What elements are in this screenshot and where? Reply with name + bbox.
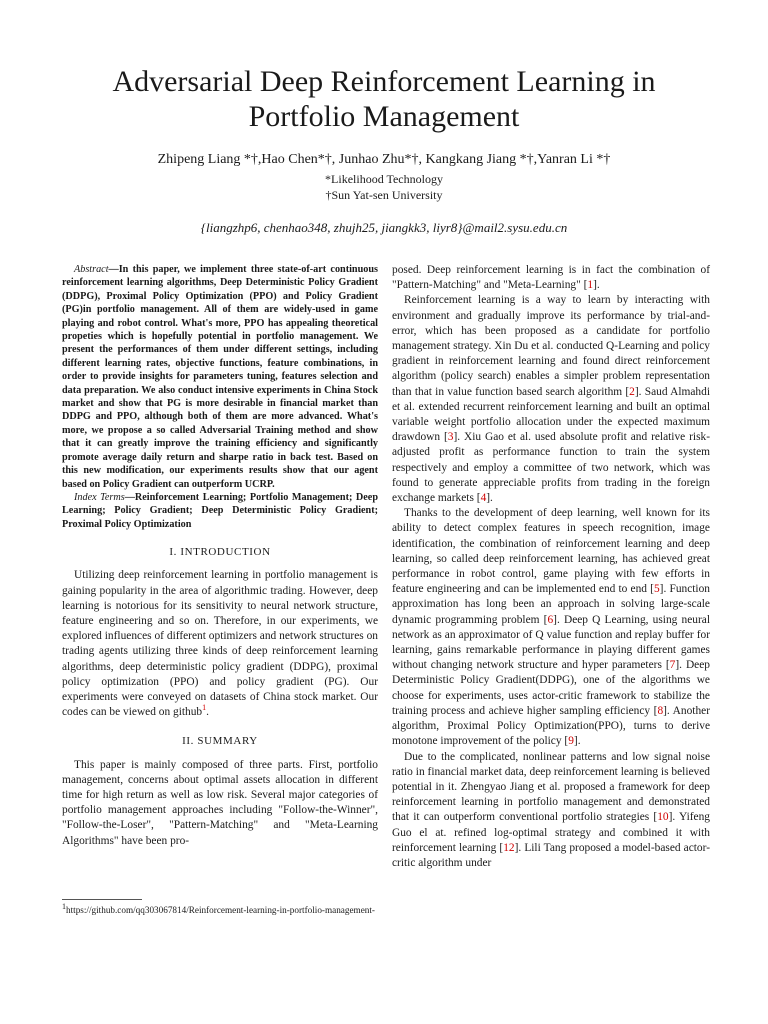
citation-8[interactable]: 8 (657, 704, 664, 717)
affiliation-likelihood: *Likelihood Technology (325, 172, 443, 186)
index-terms-text: —Reinforcement Learning; Portfolio Management; Deep Learning; Policy Gradient; Deep Deterministic Policy Gradient; Proximal Policy Optimization (62, 491, 378, 530)
footnote-marker[interactable]: 1 (202, 703, 207, 713)
abstract (62, 263, 378, 491)
index-terms (62, 491, 378, 531)
section-heading-summary: II. SUMMARY (182, 735, 258, 748)
abstract-text: —In this paper, we implement three state-of-art continuous reinforcement learning algorithms, Deep Deterministic Policy Gradient (DDPG), Proximal Policy Optimization (PPO) and Policy Gradient (PG)in portfolio management. All of them are widely-used in game playing and robot control. What's more, PPO has appealing theoretical propeties which is hopefully potential in portfolio management. We present the performances of them under different settings, including different learning rates, objective functions, feature combinations, in order to provide insights for parameters tuning, features selection and data preparation. We also conduct intensive experiments in China Stock market and show that PG is more desirable in financial market than DDPG and PPO, although both of them are more advanced. What's more, we propose a so called Adversarial Training method and show that it can greatly improve the training efficiency and significantly promote average daily return and sharpe ratio in back test. Based on this new modification, our experiments results show that our agent based on Policy Gradient can outperform UCRP. (62, 264, 378, 490)
citation-10[interactable]: 10 (657, 811, 669, 824)
author-list: Zhipeng Liang *†,Hao Chen*†, Junhao Zhu*†, Kangkang Jiang *†,Yanran Li *† (157, 152, 611, 167)
intro-end: . (206, 706, 209, 719)
text-run: ]. Yifeng Guo el at. refined log-optimal strategy and combined it with reinforcement learning [ (392, 811, 710, 854)
summary-paragraph: This paper is mainly composed of three parts. First, portfolio management, concerns about optimal assets allocation in different time for high return as well as low risk. Several major categories of portfolio management approaches including "Follow-the-Winner", "Follow-the-Loser", "Pattern-Matching" and "Meta-Learning Algorithms" have been pro- (62, 758, 378, 847)
citation-3[interactable]: 3 (447, 431, 454, 444)
citation-7[interactable]: 7 (669, 659, 676, 672)
text-run: Due to the complicated, nonlinear patterns and low signal noise ratio in financial market data, deep reinforcement learning is believed potential in it. Zhengyao Jiang et al. proposed a framework for deep reinforcement learning in portfolio management and demonstrated that it can outperform conventional portfolio strategies [ (392, 750, 710, 824)
abstract-lead: Abstract (74, 264, 109, 275)
section-heading-introduction: I. INTRODUCTION (169, 546, 271, 559)
text-run: ]. (573, 735, 581, 748)
text-run: ]. Another algorithm, Proximal Policy Optimization(PPO), turns to derive monotone improvement of the policy [ (392, 704, 710, 748)
right-paragraph-1 (392, 263, 710, 293)
text-run: ]. Xiu Gao et al. used absolute profit and relative risk-adjusted profit as performance function to train the system respectively and employ a committee of two network, which was found to generate appreciable profits from trading in the foreign exchange markets [ (392, 431, 710, 505)
right-column (392, 263, 710, 871)
intro-paragraph (62, 568, 378, 720)
affiliation-sysu: †Sun Yat-sen University (325, 188, 443, 202)
author-emails: {liangzhp6, chenhao348, zhujh25, jiangkk3, liyr8}@mail2.sysu.edu.cn (200, 220, 568, 235)
citation-12[interactable]: 12 (503, 841, 515, 854)
right-paragraph-3 (392, 506, 710, 749)
citation-4[interactable]: 4 (480, 492, 487, 505)
text-run: ]. (593, 279, 600, 292)
text-run: ]. Function approximation has long been an approach in solving large-scale dynamic programming problem [ (392, 583, 710, 626)
left-column (62, 263, 378, 849)
text-run: ]. Saud Almahdi et al. extended recurrent reinforcement learning and built an optimal variable weight portfolio allocation under the expected maximum drawdown [ (392, 385, 710, 444)
text-run: ]. Lili Tang proposed a model-based actor-critic algorithm under (392, 841, 710, 869)
text-run: ]. Deep Q Learning, using neural network as an approximator of Q value function and replay buffer for learning, gains remarkable performance in playing different games without changing network structure and hyper parameters [ (392, 613, 710, 672)
citation-6[interactable]: 6 (547, 613, 554, 626)
footnote-divider (62, 899, 142, 900)
citation-9[interactable]: 9 (568, 735, 574, 748)
index-terms-lead: Index Terms (74, 491, 125, 503)
text-run: Reinforcement learning is a way to learn by interacting with environment and gradually improve its performance by trial-and-error, which has been proposed as a candidate for portfolio management strategy. Xin Du et al. conducted Q-Learning and policy gradient in reinforcement learning and found direct reinforcement algorithm (policy search) enables a simpler problem representation than that in value function based search algorithm [ (392, 294, 710, 398)
citation-1[interactable]: 1 (587, 279, 594, 292)
paper-title: Adversarial Deep Reinforcement Learning in Portfolio Management (112, 65, 656, 133)
text-run: ]. Deep Deterministic Policy Gradient(DDPG), one of the algorithms we choose for experiments, uses actor-critic framework to stabilize the training process and achieve higher sampling efficiency [ (392, 659, 710, 717)
right-paragraph-4 (392, 750, 710, 872)
text-run: Thanks to the development of deep learning, well known for its ability to detect complex features in speech recognition, image identification, the combination of reinforcement learning and deep learning, so called deep reinforcement learning, has achieved great performance in robot control, game playing with few efforts in feature engineering and can be implemented end to end [ (392, 507, 710, 596)
citation-2[interactable]: 2 (629, 385, 635, 398)
intro-text: Utilizing deep reinforcement learning in portfolio management is gaining popularity in the area of algorithmic trading. However, deep learning is notorious for its sensitivity to neural network structure, feature engineering and so on. Therefore, in our experiments, we explored influences of different optimizers and network structures on trading agents utilizing three kinds of deep reinforcement learning algorithms, deep deterministic policy gradient (DDPG), proximal policy optimization (PPO) and policy gradient (PG). Our experiments were conveyed on datasets of China stock market. Our codes can be viewed on github (62, 569, 378, 719)
footnote-url[interactable]: https://github.com/qq303067814/Reinforcement-learning-in-portfolio-management- (66, 905, 375, 915)
text-run: ]. (486, 492, 493, 505)
footnote-number: 1 (62, 901, 66, 911)
footnote (62, 901, 378, 916)
citation-5[interactable]: 5 (653, 583, 660, 596)
right-paragraph-2 (392, 293, 710, 506)
text-run: posed. Deep reinforcement learning is in fact the combination of "Pattern-Matching" and "Meta-Learning" [ (392, 264, 710, 292)
